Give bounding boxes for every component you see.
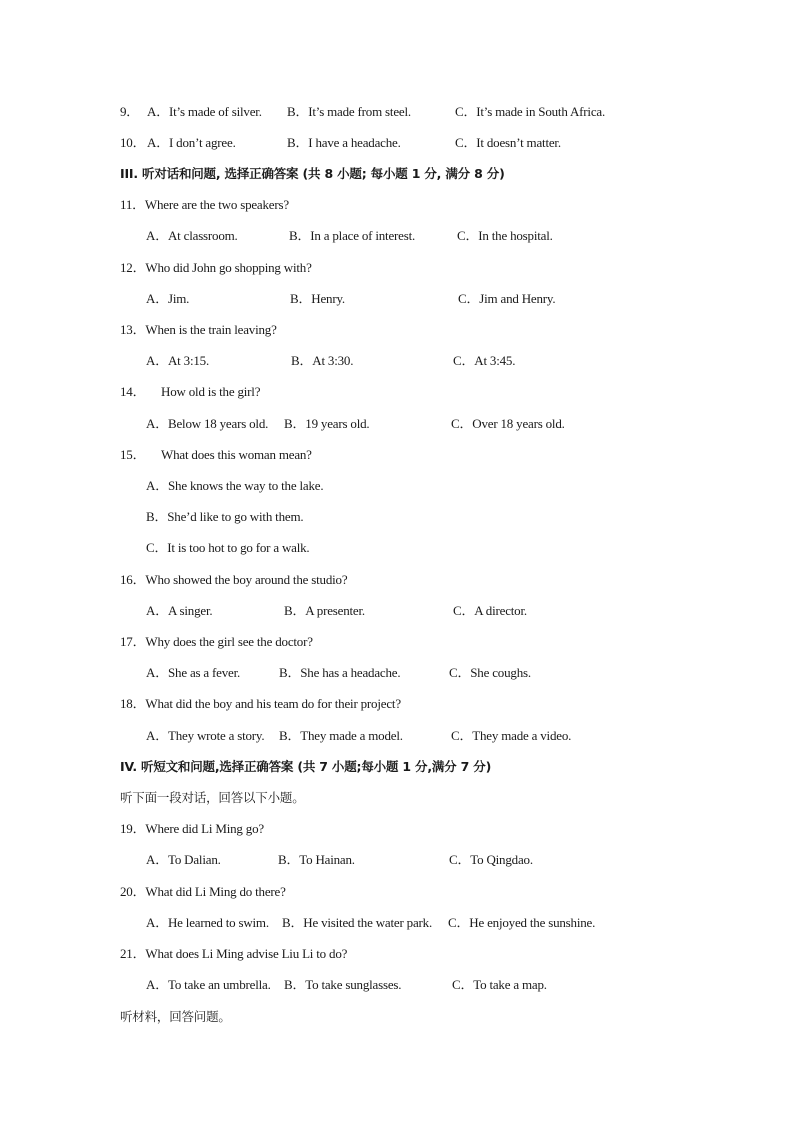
q9-option-a: A．It’s made of silver. — [147, 104, 262, 119]
q10-option-b: B．I have a headache. — [287, 135, 401, 150]
q14-option-a: A．Below 18 years old. — [146, 416, 269, 431]
q17-option-c: C．She coughs. — [449, 665, 531, 680]
q9-number: 9． — [120, 104, 140, 119]
q10-number: 10． — [120, 135, 146, 150]
q15-option-b: B．She’d like to go with them. — [146, 509, 304, 524]
q14-number: 14． — [120, 384, 146, 399]
q12-option-a: A．Jim. — [146, 291, 190, 306]
q13-option-b: B．At 3:30. — [291, 353, 354, 368]
q15-option-c: C．It is too hot to go for a walk. — [146, 540, 310, 555]
q17-option-b: B．She has a headache. — [279, 665, 401, 680]
q9-option-b: B．It’s made from steel. — [287, 104, 411, 119]
q14-option-c: C．Over 18 years old. — [451, 416, 565, 431]
q21-question: 21．What does Li Ming advise Liu Li to do? — [120, 946, 348, 961]
q19-option-b: B．To Hainan. — [278, 852, 355, 867]
q10-option-c: C．It doesn’t matter. — [455, 135, 561, 150]
q18-option-c: C．They made a video. — [451, 728, 572, 743]
q16-question: 16．Who showed the boy around the studio? — [120, 572, 348, 587]
q11-option-a: A．At classroom. — [146, 228, 238, 243]
q15-question: What does this woman mean? — [161, 447, 312, 462]
q14-question: How old is the girl? — [161, 384, 261, 399]
q11-option-b: B．In a place of interest. — [289, 228, 416, 243]
q17-option-a: A．She as a fever. — [146, 665, 241, 680]
q14-option-b: B．19 years old. — [284, 416, 370, 431]
q21-option-a: A．To take an umbrella. — [146, 977, 271, 992]
q18-question: 18．What did the boy and his team do for their project? — [120, 696, 401, 711]
q18-option-a: A．They wrote a story. — [146, 728, 265, 743]
q15-option-a: A．She knows the way to the lake. — [146, 478, 324, 493]
q13-question: 13．When is the train leaving? — [120, 322, 277, 337]
q12-question: 12．Who did John go shopping with? — [120, 260, 312, 275]
q12-option-c: C．Jim and Henry. — [458, 291, 556, 306]
q13-option-a: A．At 3:15. — [146, 353, 210, 368]
q16-option-c: C．A director. — [453, 603, 527, 618]
q20-question: 20．What did Li Ming do there? — [120, 884, 286, 899]
q21-option-c: C．To take a map. — [452, 977, 547, 992]
q11-option-c: C．In the hospital. — [457, 228, 553, 243]
q11-question: 11．Where are the two speakers? — [120, 197, 289, 212]
q21-option-b: B．To take sunglasses. — [284, 977, 402, 992]
q20-option-a: A．He learned to swim. — [146, 915, 269, 930]
q18-option-b: B．They made a model. — [279, 728, 403, 743]
section-4-title: IV. 听短文和问题,选择正确答案 (共 7 小题;每小题 1 分,满分 7 分) — [120, 759, 492, 774]
q19-question: 19．Where did Li Ming go? — [120, 821, 264, 836]
q16-option-b: B．A presenter. — [284, 603, 365, 618]
q10-option-a: A．I don’t agree. — [147, 135, 236, 150]
q19-option-c: C．To Qingdao. — [449, 852, 533, 867]
q20-option-c: C．He enjoyed the sunshine. — [448, 915, 596, 930]
q17-question: 17．Why does the girl see the doctor? — [120, 634, 313, 649]
q20-option-b: B．He visited the water park. — [282, 915, 432, 930]
listening-instruction: 听材料，回答问题。 — [120, 1009, 231, 1024]
q12-option-b: B．Henry. — [290, 291, 345, 306]
q13-option-c: C．At 3:45. — [453, 353, 516, 368]
section-4-instruction: 听下面一段对话，回答以下小题。 — [120, 790, 305, 805]
q19-option-a: A．To Dalian. — [146, 852, 221, 867]
q9-option-c: C．It’s made in South Africa. — [455, 104, 606, 119]
q16-option-a: A．A singer. — [146, 603, 213, 618]
q15-number: 15． — [120, 447, 146, 462]
section-3-title: III. 听对话和问题, 选择正确答案 (共 8 小题; 每小题 1 分, 满分 8 分) — [120, 166, 505, 181]
